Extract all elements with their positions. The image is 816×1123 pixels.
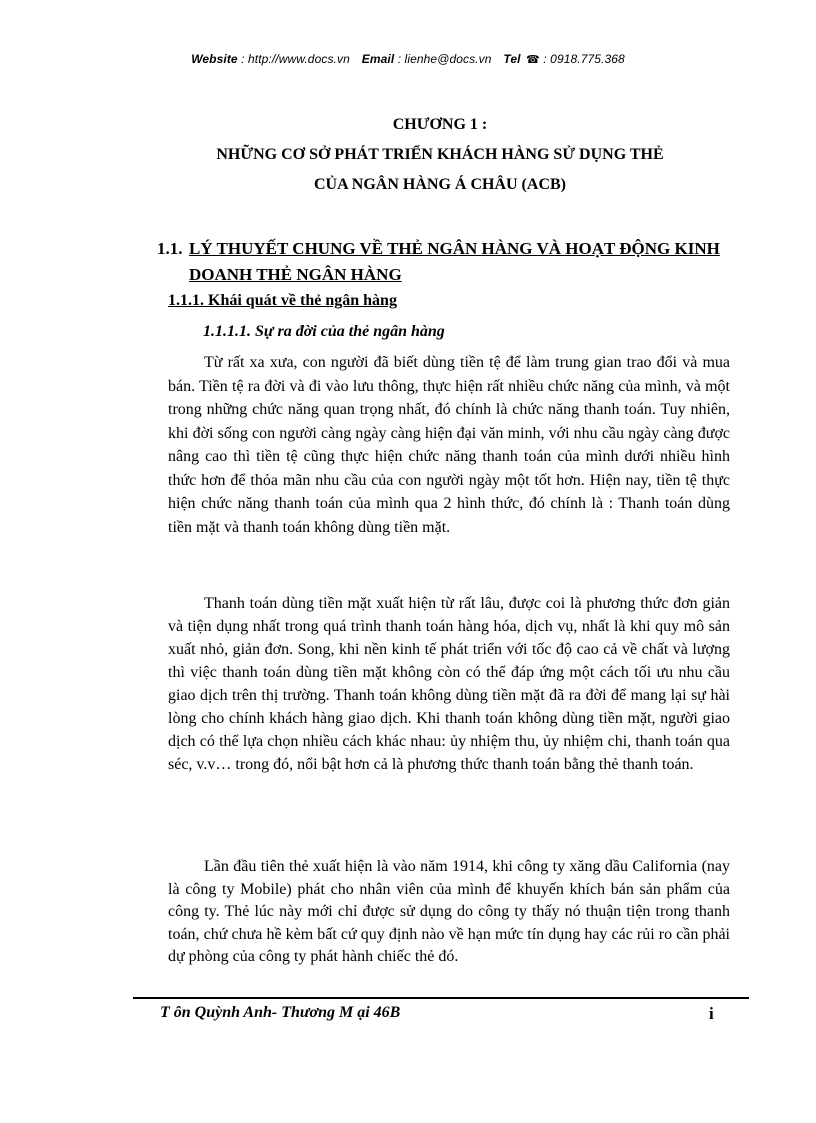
email-value: : lienhe@docs.vn xyxy=(397,52,492,66)
email-label: Email xyxy=(361,52,395,66)
tel-value: : 0918.775.368 xyxy=(543,52,625,66)
chapter-title-line-2: CỦA NGÂN HÀNG Á CHÂU (ACB) xyxy=(314,176,566,193)
chapter-number: CHƯƠNG 1 : xyxy=(392,116,488,133)
tel-label: Tel xyxy=(503,52,521,66)
contact-header xyxy=(0,52,816,66)
paragraph-1: Từ rất xa xưa, con người đã biết dùng tiền tệ để làm trung gian trao đổi và mua bán. Tiền tệ ra đời và đi vào lưu thông, thực hiện rất nhiều chức năng của mình, và một trong những chức năng quan trọng nhất, đó chính là chức năng thanh toán. Tuy nhiên, khi đời sống con người càng ngày càng hiện đại văn minh, với nhu cầu ngày càng được nâng cao thì tiền tệ cũng thực hiện chức năng thanh toán của mình dưới nhiều hình thức hơn để thỏa mãn nhu cầu của con người ngày một tốt hơn. Hiện nay, tiền tệ thực hiện chức năng thanh toán của mình qua 2 hình thức, đó chính là : Thanh toán dùng tiền mặt và thanh toán không dùng tiền mặt. xyxy=(168,354,730,536)
paragraph-2: Thanh toán dùng tiền mặt xuất hiện từ rất lâu, được coi là phương thức đơn giản và tiện dụng nhất trong quá trình thanh toán hàng hóa, dịch vụ, nhất là khi quy mô sản xuất nhỏ, giản đơn. Song, khi nền kinh tế phát triển với tốc độ cao cả về chất và lượng thì việc thanh toán dùng tiền mặt không còn có thể đáp ứng một cách tối ưu nhu cầu giao dịch trên thị trường. Thanh toán không dùng tiền mặt đã ra đời để mang lại sự hài lòng cho chính khách hàng giao dịch. Khi thanh toán không dùng tiền mặt, người giao dịch có thể lựa chọn nhiều cách khác nhau: ủy nhiệm thu, ủy nhiệm chi, thanh toán qua séc, v.v… trong đó, nổi bật hơn cả là phương thức thanh toán bằng thẻ thanh toán. xyxy=(168,595,730,773)
footer-divider xyxy=(133,997,749,999)
phone-icon: ☎ xyxy=(526,54,540,66)
chapter-title-line-1: NHỮNG CƠ SỞ PHÁT TRIỂN KHÁCH HÀNG SỬ DỤNG THẺ xyxy=(216,146,664,163)
page-number: i xyxy=(709,1004,714,1023)
section-heading-1-1-1: 1.1.1. Khái quát về thẻ ngân hàng xyxy=(168,292,397,309)
section-number: 1.1. xyxy=(157,239,183,258)
paragraph-3: Lần đầu tiên thẻ xuất hiện là vào năm 1914, khi công ty xăng dầu California (nay là công ty Mobile) phát cho nhân viên của mình để khuyến khích bán sản phẩm của công ty. Thẻ lúc này mới chỉ được sử dụng do công ty thấy nó thuận tiện trong thanh toán, chứ chưa hề kèm bất cứ quy định nào về hạn mức tín dụng hay các rủi ro cần phải dự phòng của công ty phát hành chiếc thẻ đó. xyxy=(168,858,730,965)
website-value: : http://www.docs.vn xyxy=(241,52,350,66)
section-heading-1-1-1-1: 1.1.1.1. Sự ra đời của thẻ ngân hàng xyxy=(203,323,445,340)
website-label: Website xyxy=(191,52,238,66)
footer-author: T ôn Quỳnh Anh- Thương M ại 46B xyxy=(160,1004,401,1021)
section-title: LÝ THUYẾT CHUNG VỀ THẺ NGÂN HÀNG VÀ HOẠT ĐỘNG KINH DOANH THẺ NGÂN HÀNG xyxy=(189,239,720,284)
